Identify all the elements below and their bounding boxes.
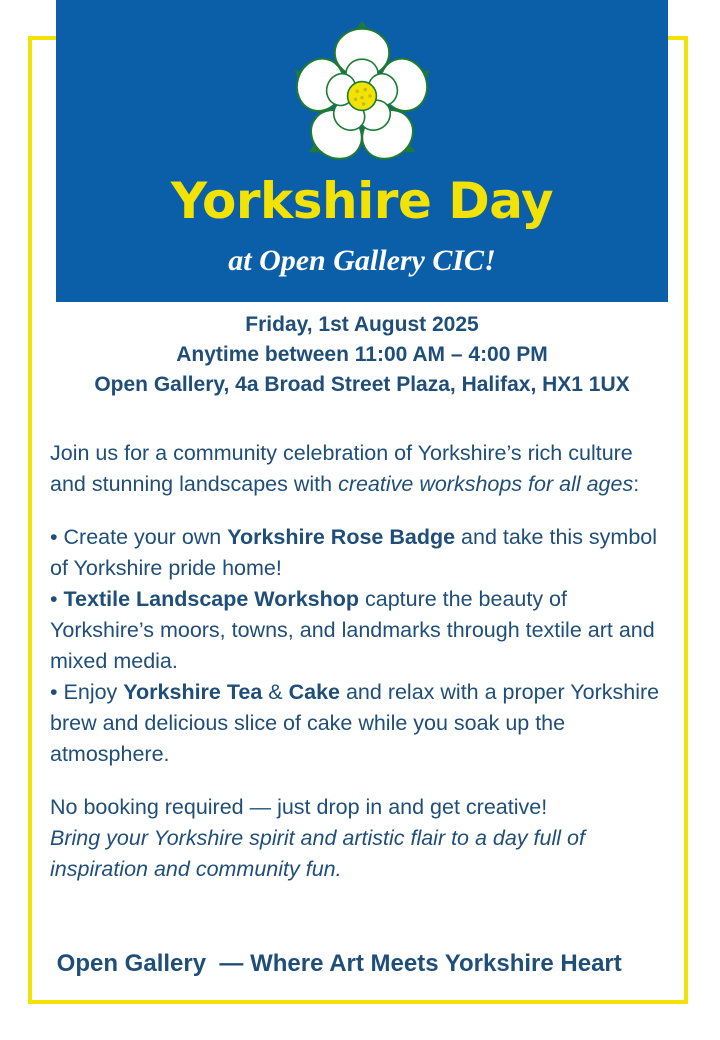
- bullet-item: [50, 584, 672, 677]
- bullet-rest: and take this symbol of Yorkshire pride home!: [50, 525, 658, 580]
- closing-line-1: No booking required — just drop in and get creative!: [50, 795, 548, 819]
- event-time: Anytime between 11:00 AM – 4:00 PM: [176, 343, 548, 366]
- closing-line-2-text: Bring your Yorkshire spirit and artistic flair to a day full of inspiration and community fun.: [50, 826, 585, 881]
- bullet-strong-2: Cake: [288, 680, 340, 704]
- bullet-marker: •: [50, 680, 64, 704]
- white-yorkshire-rose-icon: [282, 16, 442, 176]
- bullet-lead: Enjoy: [63, 680, 124, 704]
- bullet-lead: Create your own: [63, 525, 228, 549]
- event-date: Friday, 1st August 2025: [245, 313, 479, 336]
- bullet-item: [50, 522, 672, 584]
- banner-subtitle: at Open Gallery CIC!: [228, 244, 496, 277]
- bullet-marker: •: [50, 587, 64, 611]
- header-banner: [56, 0, 668, 302]
- bullet-strong: Yorkshire Rose Badge: [227, 525, 456, 549]
- intro-part1: Join us for a community celebration of Yorkshire’s rich culture and stunning landscapes with: [50, 441, 633, 496]
- bullet-mid: &: [262, 680, 289, 704]
- banner-title: Yorkshire Day: [170, 172, 554, 230]
- closing-line-2: [50, 823, 672, 885]
- intro-paragraph: [50, 438, 672, 500]
- bullet-rest: capture the beauty of Yorkshire’s moors, towns, and landmarks through textile art and mixed media.: [50, 587, 655, 673]
- intro-emphasis: creative workshops for all ages: [338, 472, 634, 496]
- bullet-strong: Yorkshire Tea: [123, 680, 263, 704]
- event-details: [56, 310, 668, 400]
- bullet-strong: Textile Landscape Workshop: [63, 587, 360, 611]
- body-copy: [50, 438, 672, 885]
- paragraph-spacer: [50, 770, 672, 792]
- paragraph-spacer: [50, 500, 672, 522]
- bullet-marker: •: [50, 525, 64, 549]
- intro-part2: :: [633, 472, 640, 496]
- bullet-item: [50, 677, 672, 770]
- event-venue: Open Gallery, 4a Broad Street Plaza, Halifax, HX1 1UX: [94, 373, 630, 396]
- bullet-rest: and relax with a proper Yorkshire brew and delicious slice of cake while you soak up the atmosphere.: [50, 680, 660, 766]
- footer-tagline: Open Gallery — Where Art Meets Yorkshire Heart: [50, 950, 622, 977]
